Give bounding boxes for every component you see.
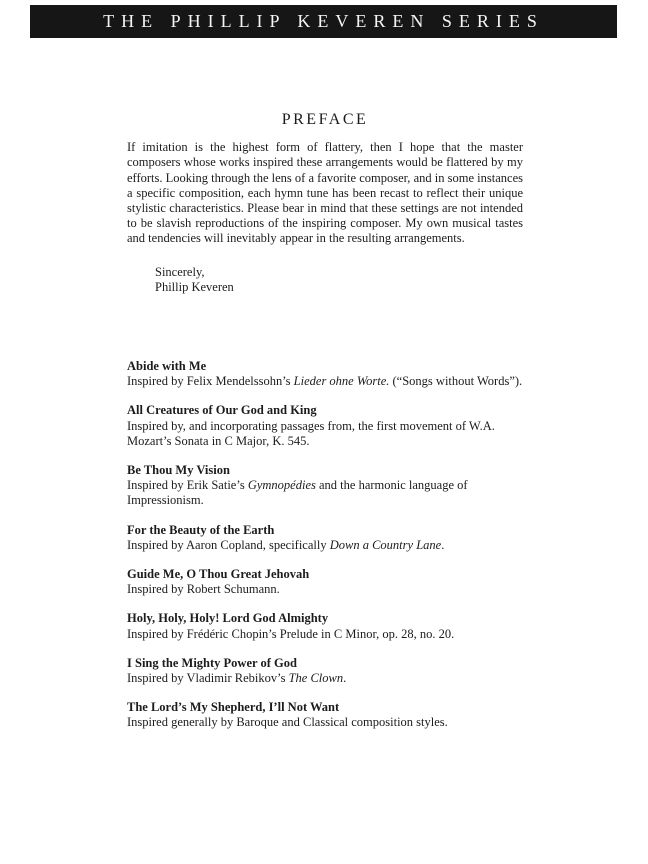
entry [127, 700, 523, 730]
entry-title: For the Beauty of the Earth [127, 522, 275, 537]
page-content [127, 112, 523, 745]
entry [127, 567, 523, 597]
entry-title: Abide with Me [127, 359, 207, 374]
signoff-block [155, 265, 523, 295]
entry [127, 359, 523, 389]
entry-title: I Sing the Mighty Power of God [127, 655, 297, 670]
entry-description: Inspired by, and incorporating passages from, the first movement of W.A. Mozart’s Sonata in C Major, K. 545. [127, 418, 495, 448]
preface-heading: PREFACE [281, 111, 369, 128]
entry-description: Inspired by Vladimir Rebikov’s The Clown. [127, 671, 347, 686]
entry-description: Inspired generally by Baroque and Classical composition styles. [127, 715, 448, 730]
entry-description: Inspired by Felix Mendelssohn’s Lieder ohne Worte. (“Songs without Words”). [127, 374, 523, 389]
entry [127, 523, 523, 553]
entry-description: Inspired by Robert Schumann. [127, 582, 280, 597]
entry [127, 656, 523, 686]
entry-title: Holy, Holy, Holy! Lord God Almighty [127, 611, 329, 626]
entry-title: Guide Me, O Thou Great Jehovah [127, 567, 310, 582]
preface-paragraph: If imitation is the highest form of flattery, then I hope that the master composers whose works inspired these arrangements would be flattered by my efforts. Looking through the lens of a favorite composer, and in some instances a specific composition, each hymn tune has been recast to reflect their unique stylistic characteristics. Please bear in mind that these settings are not intended to be slavish reproductions of the inspiring composer. My own musical tastes and tendencies will inevitably appear in the resulting arrangements. [127, 140, 523, 246]
entry-title: All Creatures of Our God and King [127, 403, 317, 418]
entry-description: Inspired by Aaron Copland, specifically Down a Country Lane. [127, 537, 445, 552]
entries-list [127, 359, 523, 731]
entry-description: Inspired by Frédéric Chopin’s Prelude in C Minor, op. 28, no. 20. [127, 626, 455, 641]
entry-description: Inspired by Erik Satie’s Gymnopédies and the harmonic language of Impressionism. [127, 478, 468, 508]
entry [127, 463, 523, 509]
signature-text: Phillip Keveren [155, 279, 234, 294]
entry-title: The Lord’s My Shepherd, I’ll Not Want [127, 700, 340, 715]
entry-title: Be Thou My Vision [127, 463, 230, 478]
entry [127, 611, 523, 641]
entry [127, 403, 523, 449]
series-title: THE PHILLIP KEVEREN SERIES [103, 11, 544, 31]
signoff-text: Sincerely, [155, 264, 205, 279]
series-title-banner [30, 5, 617, 38]
